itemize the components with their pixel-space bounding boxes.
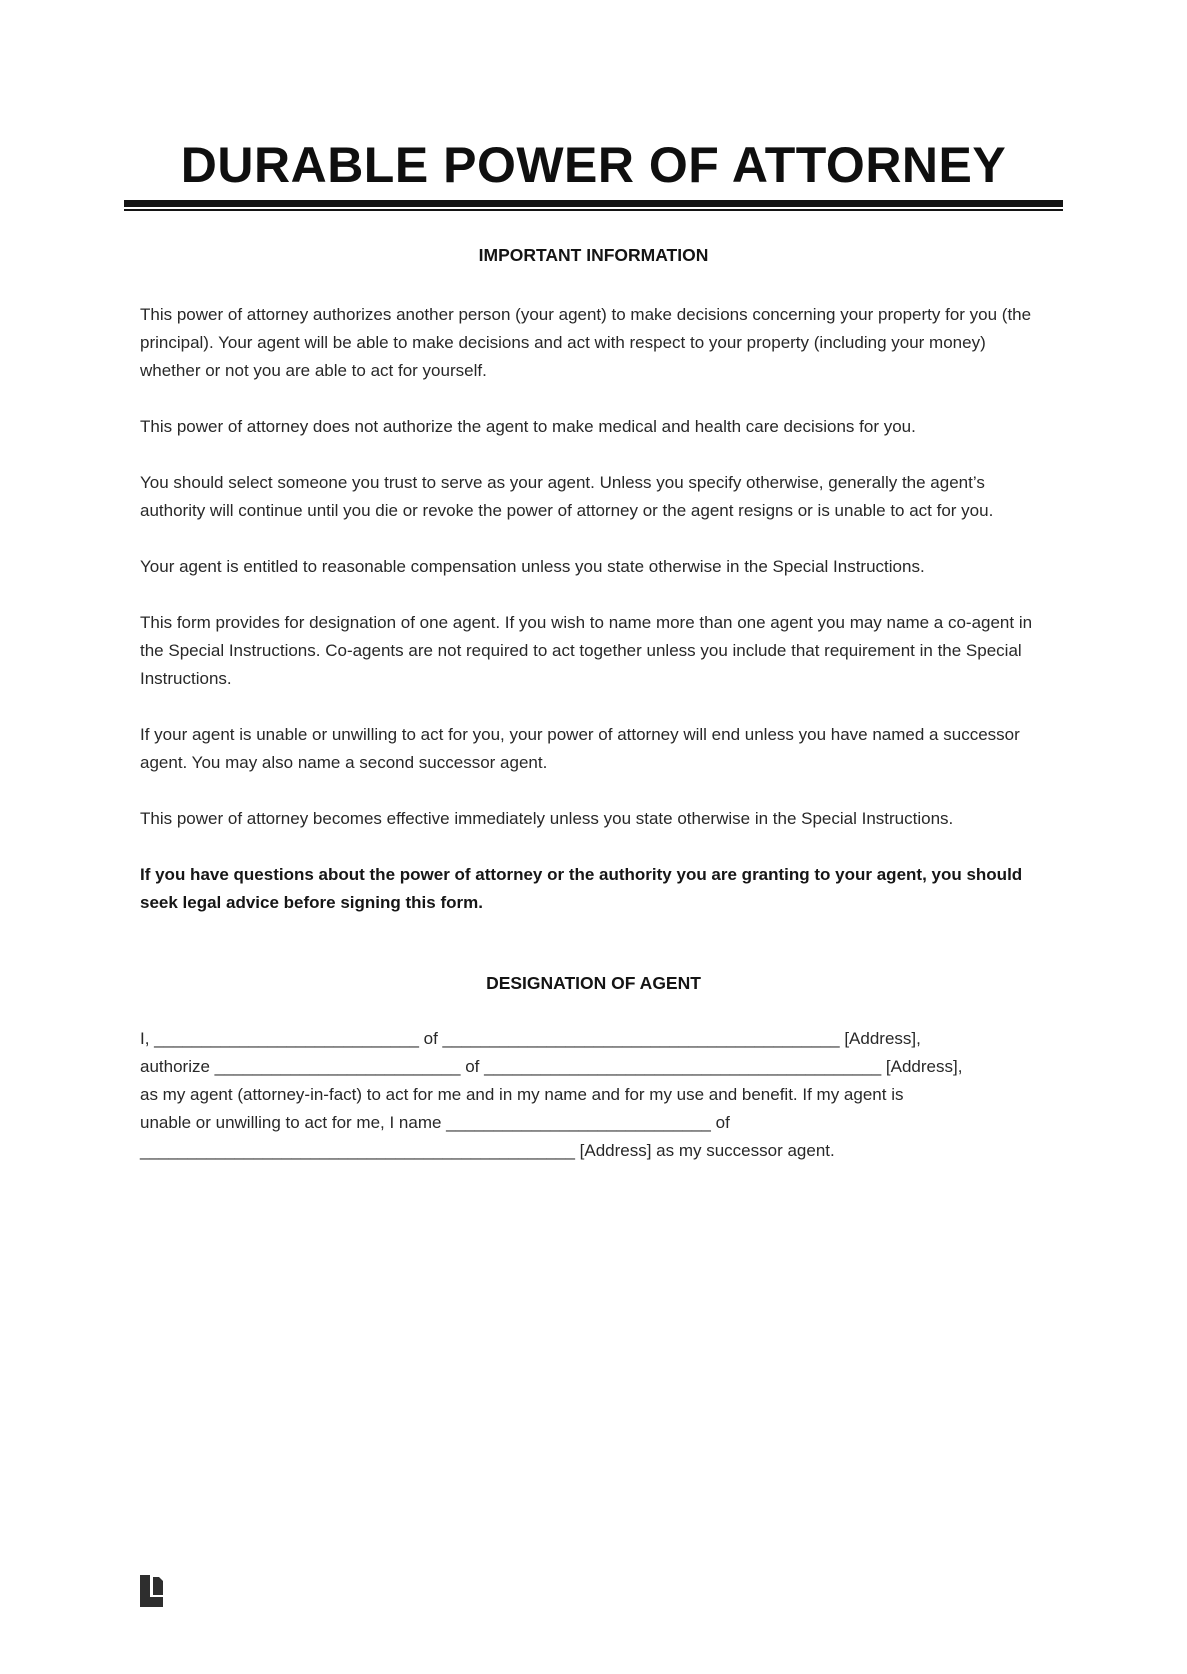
info-paragraph: This power of attorney authorizes another person (your agent) to make decisions concerning your property for you (the principal). Your agent will be able to make decisions and act with respect to your property (including your money) whether or not you are able to act for yourself. — [140, 305, 1032, 380]
fill-in-line-successor-address: ______________________________________________ [Address] as my successor agent. — [140, 1141, 835, 1160]
legaltemplates-logo-icon — [139, 1574, 169, 1608]
info-paragraph: This form provides for designation of one agent. If you wish to name more than one agent you may name a co-agent in the Special Instructions. Co-agents are not required to act together unless you include that requirement in the Special Instructions. — [140, 613, 1033, 688]
info-paragraph: This power of attorney becomes effective immediately unless you state otherwise in the Special Instructions. — [140, 809, 954, 828]
designation-of-agent-section — [140, 1025, 1047, 1165]
fill-in-line-principal: I, ____________________________ of __________________________________________ [Address], — [140, 1029, 921, 1048]
info-paragraph: If your agent is unable or unwilling to act for you, your power of attorney will end unless you have named a successor agent. You may also name a second successor agent. — [140, 725, 1020, 772]
important-information-heading: IMPORTANT INFORMATION — [478, 245, 709, 265]
fill-in-line-agent: authorize __________________________ of __________________________________________ [Address], — [140, 1057, 963, 1076]
designation-body-line: as my agent (attorney-in-fact) to act for me and in my name and for my use and benefit. If my agent is — [140, 1085, 904, 1104]
title-underline-rule — [124, 200, 1063, 211]
info-paragraph: You should select someone you trust to serve as your agent. Unless you specify otherwise, generally the agent’s authority will continue until you die or revoke the power of attorney or the agent resigns or is unable to act for you. — [140, 473, 994, 520]
info-paragraph: Your agent is entitled to reasonable compensation unless you state otherwise in the Special Instructions. — [140, 557, 925, 576]
fill-in-line-successor: unable or unwilling to act for me, I name ____________________________ of — [140, 1113, 730, 1132]
important-information-section — [140, 301, 1047, 917]
rule-thin-bar — [124, 209, 1063, 211]
designation-of-agent-heading: DESIGNATION OF AGENT — [486, 973, 701, 993]
rule-thick-bar — [124, 200, 1063, 207]
document-page — [0, 138, 1187, 1165]
legal-advice-notice: If you have questions about the power of attorney or the authority you are granting to your agent, you should seek legal advice before signing this form. — [140, 865, 1023, 912]
page-title: DURABLE POWER OF ATTORNEY — [180, 137, 1007, 193]
info-paragraph: This power of attorney does not authorize the agent to make medical and health care decisions for you. — [140, 417, 916, 436]
